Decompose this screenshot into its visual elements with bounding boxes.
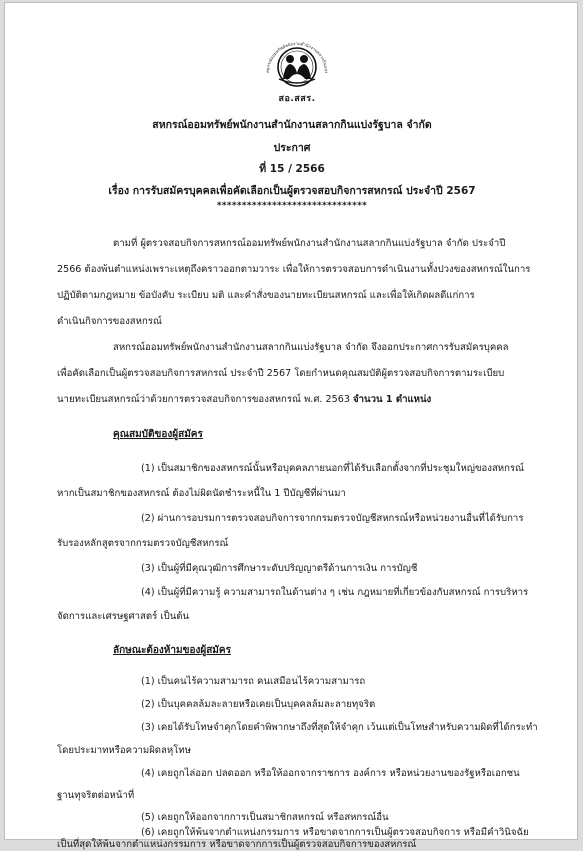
qualification-item: (2) ผ่านการอบรมการตรวจสอบกิจการจากกรมตรวจบัญชีสหกรณ์หรือหน่วยงานอื่นที่ได้รับการ bbox=[141, 513, 524, 524]
prohibition-item: (5) เคยถูกให้ออกจากการเป็นสมาชิกสหกรณ์ หรือสหกรณ์อื่น bbox=[141, 812, 389, 823]
announcement-number: ที่ 15 / 2566 bbox=[259, 163, 325, 175]
prohibition-item: เป็นที่สุดให้พ้นจากตำแหน่งกรรมการ หรือขาดจากการเป็นผู้ตรวจสอบกิจการของสหกรณ์ bbox=[57, 839, 417, 850]
prohibition-item: (6) เคยถูกให้พ้นจากตำแหน่งกรรมการ หรือขาดจากการเป็นผู้ตรวจสอบกิจการ หรือมีคำวินิจฉัย bbox=[141, 827, 529, 838]
intro-line: ปฏิบัติตามกฎหมาย ข้อบังคับ ระเบียบ มติ และคำสั่งของนายทะเบียนสหกรณ์ และเพื่อให้เกิดผลดีแก่การ bbox=[57, 290, 475, 301]
prohibition-item: (3) เคยได้รับโทษจำคุกโดยคำพิพากษาถึงที่สุดให้จำคุก เว้นแต่เป็นโทษสำหรับความผิดที่ได้กระทำ bbox=[141, 722, 538, 733]
position-count: จำนวน 1 ตำแหน่ง bbox=[353, 394, 432, 405]
prohibitions-title: ลักษณะต้องห้ามของผู้สมัคร bbox=[113, 645, 231, 656]
logo-ring-text: สหกรณ์ออมทรัพย์พนักงานสำนักงานสลากกินแบ่ง bbox=[264, 40, 330, 74]
intro-line bbox=[57, 387, 431, 413]
cooperative-logo bbox=[255, 33, 339, 107]
prohibition-item: ฐานทุจริตต่อหน้าที่ bbox=[57, 790, 135, 801]
intro-line: สหกรณ์ออมทรัพย์พนักงานสำนักงานสลากกินแบ่งรัฐบาล จำกัด จึงออกประกาศการรับสมัครบุคคล bbox=[113, 342, 509, 353]
logo-abbreviation: สอ.สสร. bbox=[278, 94, 316, 104]
logo-emblem-icon bbox=[255, 33, 339, 91]
document-page bbox=[4, 2, 578, 850]
prohibition-item: (1) เป็นคนไร้ความสามารถ คนเสมือนไร้ความสามารถ bbox=[141, 676, 366, 687]
prohibition-item: (4) เคยถูกไล่ออก ปลดออก หรือให้ออกจากราชการ องค์การ หรือหน่วยงานของรัฐหรือเอกชน bbox=[141, 768, 520, 779]
prohibition-item: (2) เป็นบุคคลล้มละลายหรือเคยเป็นบุคคลล้มละลายทุจริต bbox=[141, 699, 376, 710]
intro-line: ตามที่ ผู้ตรวจสอบกิจการสหกรณ์ออมทรัพย์พนักงานสำนักงานสลากกินแบ่งรัฐบาล จำกัด ประจำปี bbox=[113, 238, 506, 249]
intro-line: ดำเนินกิจการของสหกรณ์ bbox=[57, 316, 162, 327]
qualifications-title: คุณสมบัติของผู้สมัคร bbox=[113, 429, 203, 440]
separator-stars: ****************************** bbox=[216, 201, 368, 211]
qualification-item: (4) เป็นผู้ที่มีความรู้ ความสามารถในด้านต่าง ๆ เช่น กฎหมายที่เกี่ยวข้องกับสหกรณ์ การบริหาร bbox=[141, 587, 529, 598]
qualification-item: (3) เป็นผู้ที่มีคุณวุฒิการศึกษาระดับปริญญาตรีด้านการเงิน การบัญชี bbox=[141, 563, 418, 574]
qualification-item: หากเป็นสมาชิกของสหกรณ์ ต้องไม่ผิดนัดชำระหนี้ใน 1 ปีบัญชีที่ผ่านมา bbox=[57, 488, 346, 499]
announcement-subject: เรื่อง การรับสมัครบุคคลเพื่อคัดเลือกเป็นผู้ตรวจสอบกิจการสหกรณ์ ประจำปี 2567 bbox=[108, 185, 476, 197]
prohibition-item: โดยประมาทหรือความผิดลหุโทษ bbox=[57, 745, 192, 756]
intro-line: เพื่อคัดเลือกเป็นผู้ตรวจสอบกิจการสหกรณ์ ประจำปี 2567 โดยกำหนดคุณสมบัติผู้ตรวจสอบกิจการตามระเบียบ bbox=[57, 368, 505, 379]
qualification-item: (1) เป็นสมาชิกของสหกรณ์นั้นหรือบุคคลภายนอกที่ได้รับเลือกตั้งจากที่ประชุมใหญ่ของสหกรณ์ bbox=[141, 463, 524, 474]
doc-type: ประกาศ bbox=[273, 142, 311, 154]
intro-line: 2566 ต้องพ้นตำแหน่งเพราะเหตุถึงคราวออกตามวาระ เพื่อให้การตรวจสอบการดำเนินงานทั้งปวงของสหกรณ์ในการ bbox=[57, 264, 531, 275]
qualification-item: จัดการและเศรษฐศาสตร์ เป็นต้น bbox=[57, 611, 190, 622]
org-name: สหกรณ์ออมทรัพย์พนักงานสำนักงานสลากกินแบ่งรัฐบาล จำกัด bbox=[152, 119, 432, 131]
qualification-item: รับรองหลักสูตรจากกรมตรวจบัญชีสหกรณ์ bbox=[57, 538, 229, 549]
regulation-reference: นายทะเบียนสหกรณ์ว่าด้วยการตรวจสอบกิจการของสหกรณ์ พ.ศ. 2563 bbox=[57, 394, 353, 405]
